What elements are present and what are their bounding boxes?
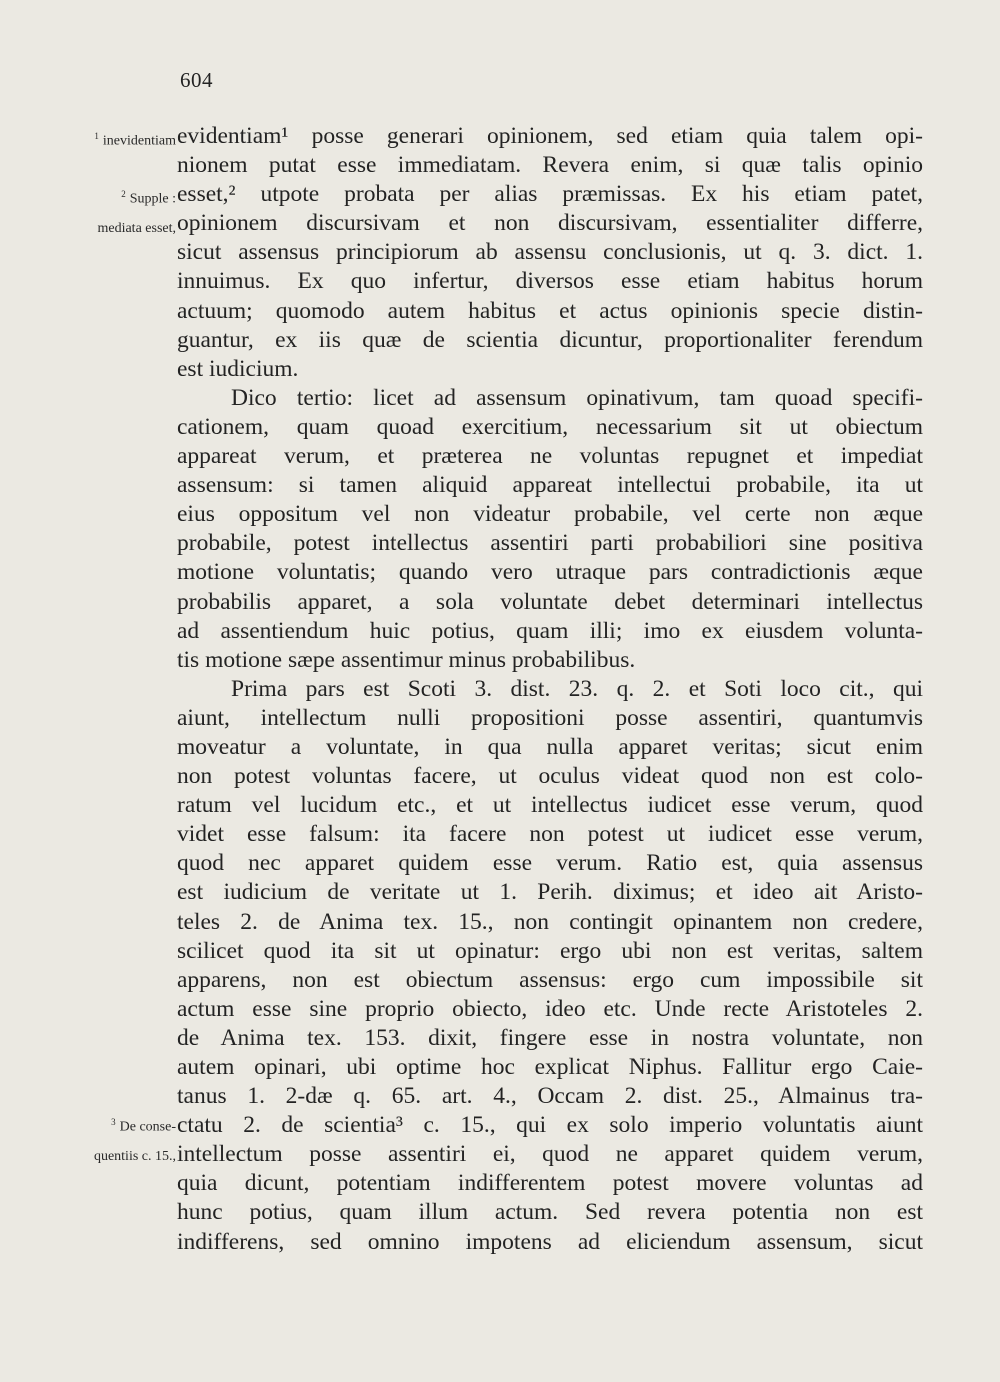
body-text <box>177 122 923 1257</box>
text-line: autem opinari, ubi optime hoc explicat Niphus. Fallitur ergo Caie- <box>177 1054 923 1080</box>
text-line: hunc potius, quam illum actum. Sed revera potentia non est <box>177 1199 923 1226</box>
text-line: quia dicunt, potentiam indifferentem potest movere voluntas ad <box>177 1170 923 1197</box>
text-line: ratum vel lucidum etc., et ut intellectus iudicet esse verum, quod <box>177 792 923 819</box>
margin-note-text: inevidentiam <box>102 133 176 149</box>
text-line: intellectum posse assentiri ei, quod ne apparet quidem verum, <box>177 1141 923 1168</box>
text-line: guantur, ex iis quæ de scientia dicuntur, proportionaliter ferendum <box>177 326 923 353</box>
text-line: est iudicium de veritate ut 1. Perih. diximus; et ideo ait Aristo- <box>177 879 923 906</box>
margin-note-line <box>94 122 176 156</box>
margin-note-text: quentiis c. 15., <box>93 1148 176 1164</box>
margin-note-text: Supple : <box>129 191 176 207</box>
margin-note-line <box>97 180 176 214</box>
text-line: probabile, potest intellectus assentiri parti probabiliori sine positiva <box>177 530 923 557</box>
text-line: eius oppositum vel non videatur probabile, vel certe non æque <box>177 501 923 528</box>
text-line: Dico tertio: licet ad assensum opinativum, tam quoad specifi- <box>231 384 923 411</box>
text-line: teles 2. de Anima tex. 15., non contingit opinantem non credere, <box>177 908 923 935</box>
text-line: sicut assensus principiorum ab assensu conclusionis, ut q. 3. dict. 1. <box>177 239 923 266</box>
text-line: scilicet quod ita sit ut opinatur: ergo ubi non est veritas, saltem <box>177 937 923 964</box>
margin-note-line <box>97 214 176 243</box>
text-line: moveatur a voluntate, in qua nulla apparet veritas; sicut enim <box>177 733 923 760</box>
text-line: indifferens, sed omnino impotens ad eliciendum assensum, sicut <box>177 1228 923 1255</box>
text-line: evidentiam¹ posse generari opinionem, sed etiam quia talem opi- <box>177 123 923 149</box>
text-line: tanus 1. 2-dæ q. 65. art. 4., Occam 2. dist. 25., Almainus tra- <box>177 1083 923 1110</box>
text-line: quod nec apparet quidem esse verum. Ratio est, quia assensus <box>177 850 923 877</box>
text-line: actum esse sine proprio obiecto, ideo etc. Unde recte Aristoteles 2. <box>177 995 923 1022</box>
margin-note-text: De conse- <box>119 1119 176 1135</box>
text-line: innuimus. Ex quo infertur, diversos esse etiam habitus horum <box>177 268 923 295</box>
text-line: appareat verum, et præterea ne voluntas repugnet et impediat <box>177 443 923 470</box>
text-line: Prima pars est Scoti 3. dist. 23. q. 2. et Soti loco cit., qui <box>231 675 923 702</box>
text-line: de Anima tex. 153. dixit, fingere esse in nostra voluntate, non <box>177 1024 923 1051</box>
text-line: non potest voluntas facere, ut oculus videat quod non est colo- <box>177 763 923 790</box>
text-line: motione voluntatis; quando vero utraque pars contradictionis æque <box>177 559 923 586</box>
text-line: ad assentiendum huic potius, quam illi; imo ex eiusdem volunta- <box>177 617 923 644</box>
text-line: nionem putat esse immediatam. Revera enim, si quæ talis opinio <box>177 152 923 179</box>
text-line: apparens, non est obiectum assensus: ergo cum impossibile sit <box>177 966 923 993</box>
margin-note-line <box>94 1142 176 1171</box>
text-line: actuum; quomodo autem habitus et actus opinionis specie distin- <box>177 297 923 324</box>
footnote-marker: 1 <box>94 131 99 141</box>
text-line: esset,² utpote probata per alias præmissas. Ex his etiam patet, <box>177 181 923 208</box>
footnote-marker: 2 <box>121 189 126 199</box>
margin-note <box>94 1108 176 1171</box>
footnote-marker: 3 <box>111 1117 116 1127</box>
text-line: cationem, quam quoad exercitium, necessarium sit ut obiectum <box>177 413 923 440</box>
text-line: ctatu 2. de scientia³ c. 15., qui ex solo imperio voluntatis aiunt <box>177 1112 923 1139</box>
text-line: opinionem discursivam et non discursivam, essentialiter differre, <box>177 210 923 237</box>
margin-note <box>97 180 176 243</box>
text-line: tis motione sæpe assentimur minus probabilibus. <box>177 646 636 673</box>
text-line: probabilis apparet, a sola voluntate debet determinari intellectus <box>177 588 923 615</box>
margin-note-text: mediata esset, <box>97 220 176 236</box>
margin-note-line <box>94 1108 176 1142</box>
text-line: est iudicium. <box>177 355 299 382</box>
page-number: 604 <box>180 68 213 92</box>
margin-note <box>94 122 176 156</box>
text-line: aiunt, intellectum nulli propositioni posse assentiri, quantumvis <box>177 704 923 731</box>
margin-notes <box>0 0 178 1382</box>
text-line: videt esse falsum: ita facere non potest ut iudicet esse verum, <box>177 821 923 848</box>
text-line: assensum: si tamen aliquid appareat intellectui probabile, ita ut <box>177 472 923 499</box>
